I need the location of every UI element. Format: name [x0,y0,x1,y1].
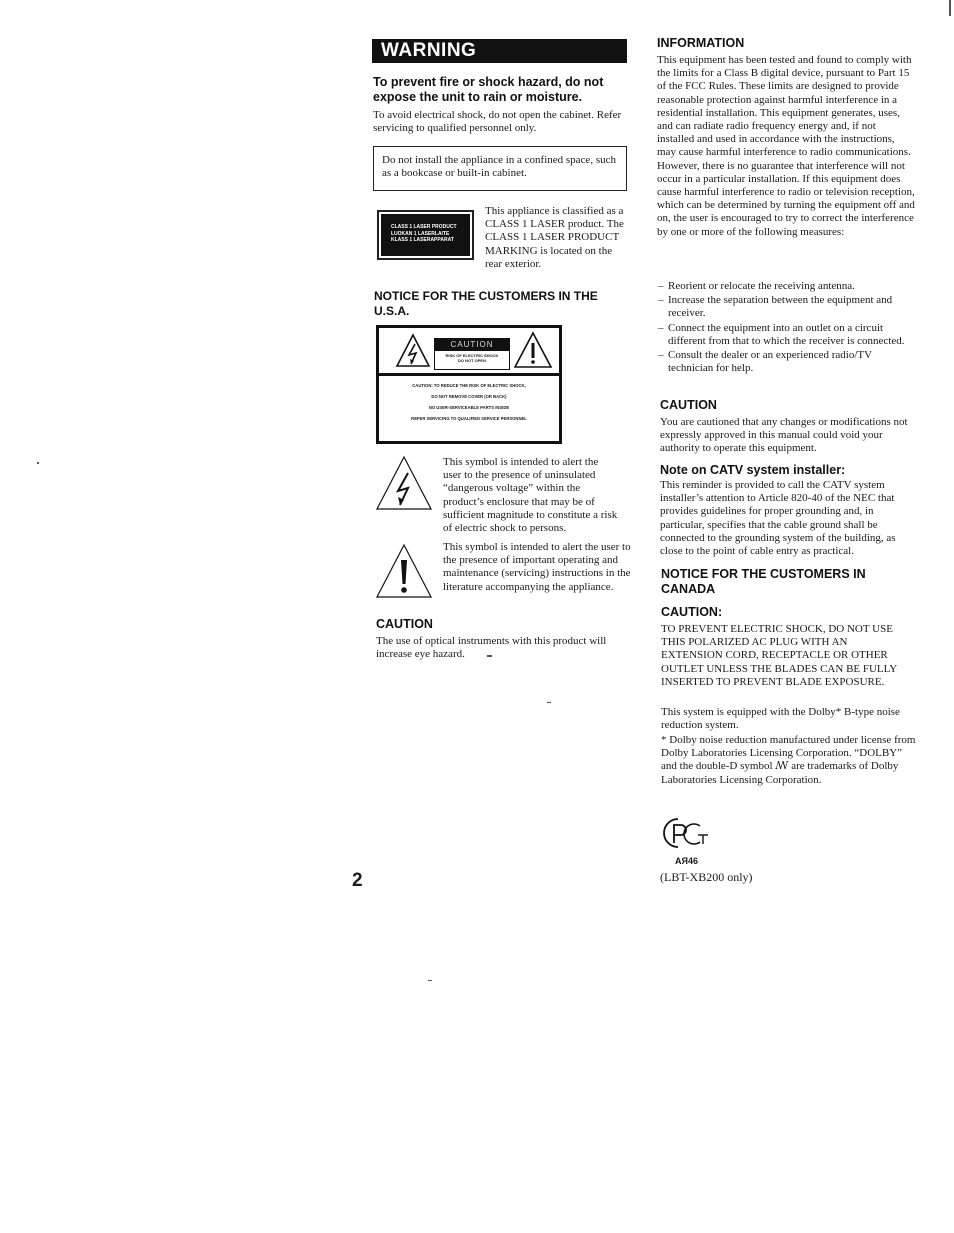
list-item: – Consult the dealer or an experienced radio/TV technician for help. [658,349,908,375]
laser-label-inner [381,214,470,256]
scan-speck [547,702,551,703]
scan-speck [487,655,492,657]
information-heading: INFORMATION [657,36,745,50]
voltage-symbol-text: This symbol is intended to alert the user to the presence of uninsulated “dangerous voltage” within the product’s enclosure that may be of sufficient magnitude to constitute a risk of electric shock to persons. [443,456,618,535]
lightning-symbol-icon [375,455,433,511]
list-item: – Connect the equipment into an outlet on a circuit different from that to which the receiver is connected. [658,322,908,348]
caution-badge-title: CAUTION [435,339,509,351]
caution-heading-left: CAUTION [376,617,433,631]
caution-label-top [379,328,559,376]
caution-heading-right: CAUTION [660,398,717,412]
caution-label-line: REFER SERVICING TO QUALIFIED SERVICE PERSONNEL [411,416,527,421]
lightning-warning-icon [395,333,431,369]
catv-heading: Note on CATV system installer: [660,463,846,477]
modification-caution-text: You are cautioned that any changes or modifications not expressly approved in this manual could void your authority to operate this equipment. [660,416,908,455]
warning-title: WARNING [372,39,627,63]
caution-badge-text [435,351,509,363]
canada-notice-heading: NOTICE FOR THE CUSTOMERS IN CANADA [661,567,866,596]
laser-product-label [377,210,474,260]
fire-hazard-heading: To prevent fire or shock hazard, do not expose the unit to rain or moisture. [373,75,604,104]
laser-label-line: KLASS 1 LASERAPPARAT [391,237,454,243]
exclamation-symbol-text: This symbol is intended to alert the user to the presence of important operating and maintenance (servicing) instructions in the literature accompanying the appliance. [443,541,631,593]
list-item: – Reorient or relocate the receiving antenna. [658,280,908,293]
install-notice-text: Do not install the appliance in a confined space, such as a bookcase or built-in cabinet. [382,154,616,180]
interference-measures-list [658,280,908,375]
dolby-footnote: * Dolby noise reduction manufactured under license from Dolby Laboratories Licensing Corporation. “DOLBY” and the double-D symbol ꟿ are trademarks of Dolby Laboratories Licensing Corporation. [661,734,916,786]
usa-notice-heading: NOTICE FOR THE CUSTOMERS IN THE U.S.A. [374,289,598,318]
scan-speck [37,462,39,464]
canada-caution-heading: CAUTION: [661,605,723,619]
caution-badge-line: RISK OF ELECTRIC SHOCK [445,353,499,358]
laser-label-line: LUOKAN 1 LASERLAITE [391,230,450,237]
caution-label-line: CAUTION: TO REDUCE THE RISK OF ELECTRIC SHOCK, [412,383,526,388]
canada-caution-text: TO PREVENT ELECTRIC SHOCK, DO NOT USE THIS POLARIZED AC PLUG WITH AN EXTENSION CORD, RECEPTACLE OR OTHER OUTLET UNLESS THE BLADES CAN BE FULLY INSERTED TO PREVENT BLADE EXPOSURE. [661,623,897,688]
shock-text: To avoid electrical shock, do not open the cabinet. Refer servicing to qualified personnel only. [373,109,622,135]
caution-badge [434,338,510,370]
scan-speck [428,980,432,981]
caution-label-text [379,380,559,424]
page-number: 2 [352,870,363,891]
list-item: – Increase the separation between the equipment and receiver. [658,294,908,320]
information-text: This equipment has been tested and found to comply with the limits for a Class B digital device, pursuant to Part 15 of the FCC Rules. These limits are designed to provide reasonable protection against harmful interference in a residential installation. This equipment generates, uses, and can radiate radio frequency energy and, if not installed and used in accordance with the instructions, may cause harmful interference to radio communications. However, there is no guarantee that interference will not occur in a particular installation. If this equipment does cause harmful interference to radio or television reception, which can be determined by turning the equipment off and on, the user is encouraged to try to correct the interference by one or more of the following measures: [657,54,915,238]
caution-badge-line: DO NOT OPEN [457,358,486,363]
optical-caution-text: The use of optical instruments with this product will increase eye hazard. [376,635,607,661]
gost-certification-icon [662,815,712,853]
laser-class-text: This appliance is classified as a CLASS 1 LASER product. The CLASS 1 LASER PRODUCT MARKING is located on the rear exterior. [485,205,624,270]
install-notice-box [373,146,627,191]
laser-label-line: CLASS 1 LASER PRODUCT [391,224,457,230]
caution-label-panel [376,325,562,444]
certification-code: АЯ46 [675,856,698,866]
scan-speck [949,0,951,16]
model-note: (LBT-XB200 only) [660,870,753,884]
caution-label-line: DO NOT REMOVE COVER (OR BACK) [431,394,507,399]
catv-text: This reminder is provided to call the CATV system installer’s attention to Article 820-40 of the NEC that provides guidelines for proper grounding and, in particular, specifies that the cable ground shall be connected to the grounding system of the building, as close to the point of cable entry as practical. [660,479,896,558]
exclamation-symbol-icon [375,543,433,599]
dolby-text: This system is equipped with the Dolby* B-type noise reduction system. [661,706,900,732]
caution-label-line: NO USER-SERVICEABLE PARTS INSIDE [428,405,510,410]
exclamation-warning-icon [513,331,553,369]
